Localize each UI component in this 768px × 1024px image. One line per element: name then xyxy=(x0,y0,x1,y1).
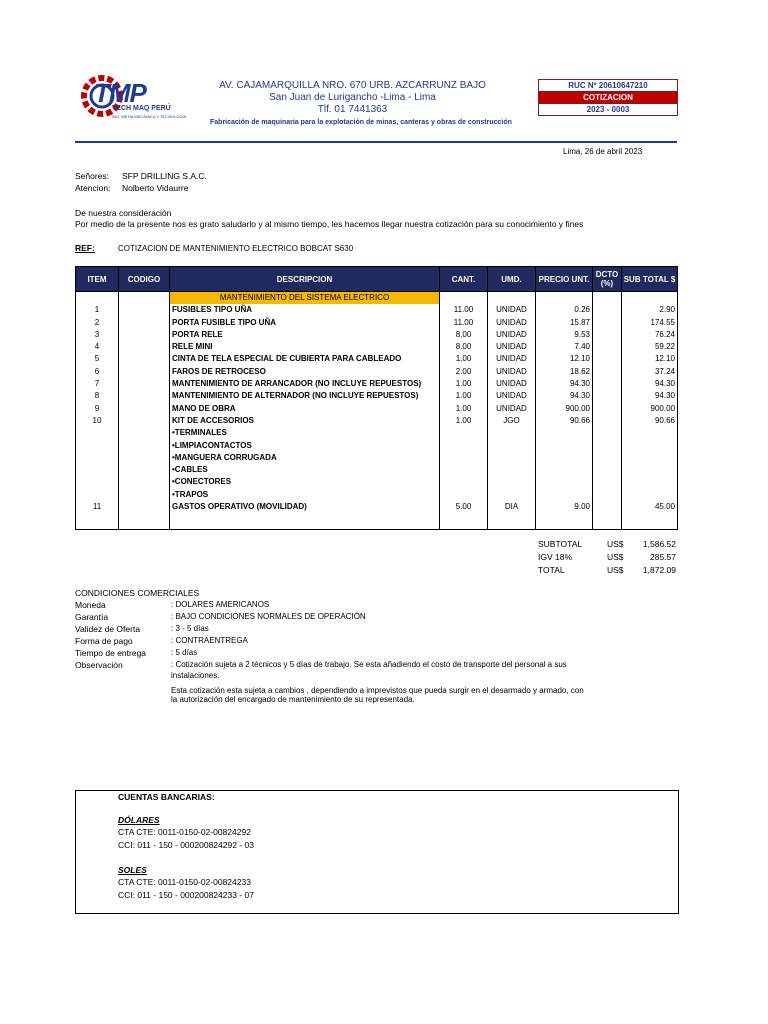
cell-umd: UNIDAD xyxy=(488,341,536,353)
total-label: IGV 18% xyxy=(538,552,573,562)
cell-dcto xyxy=(593,366,622,378)
cell-desc: RELE MINI xyxy=(170,341,440,353)
cell-subtotal: 900.00 xyxy=(622,403,678,415)
table-row xyxy=(76,476,678,488)
cell-dcto xyxy=(593,403,622,415)
cell-item xyxy=(76,452,119,464)
cell-desc: MANTENIMIENTO DE ARRANCADOR (NO INCLUYE REPUESTOS) xyxy=(170,378,440,390)
cell-desc: •TERMINALES xyxy=(170,427,440,439)
condition-value: : CONTRAENTREGA xyxy=(171,636,248,645)
cell-codigo xyxy=(119,378,170,390)
cell-cant: 8.00 xyxy=(440,329,488,341)
table-row xyxy=(76,464,678,476)
cell-precio xyxy=(536,440,593,452)
cell-subtotal xyxy=(622,427,678,439)
address-line-1: AV. CAJAMARQUILLA NRO. 670 URB. AZCARRUNZ BAJO xyxy=(219,80,486,91)
cell-umd: DIA xyxy=(488,501,536,530)
cell-desc: PORTA RELE xyxy=(170,329,440,341)
total-label: TOTAL xyxy=(538,565,565,575)
intro-line-1: De nuestra consideración xyxy=(75,208,172,218)
cell-umd xyxy=(488,427,536,439)
address-line-2: San Juan de Lurigancho -Lima - Lima xyxy=(269,92,436,103)
total-currency: US$ xyxy=(607,539,624,549)
cell-precio xyxy=(536,427,593,439)
cell-dcto xyxy=(593,489,622,501)
cell-cant: 8.00 xyxy=(440,341,488,353)
cell-dcto xyxy=(593,464,622,476)
cell-subtotal xyxy=(622,452,678,464)
cell-desc: •CONECTORES xyxy=(170,476,440,488)
cell-umd: JGO xyxy=(488,415,536,427)
table-cell xyxy=(536,292,593,305)
bank-soles-cta: CTA CTE: 0011-0150-02-00824233 xyxy=(118,877,251,887)
cell-desc: KIT DE ACCESORIOS xyxy=(170,415,440,427)
doc-number: 2023 - 0003 xyxy=(539,103,677,115)
cell-subtotal: 12.10 xyxy=(622,353,678,365)
note-line-2: la autorización del encargado de mantenimiento de su representada. xyxy=(171,695,415,704)
cell-subtotal: 2.90 xyxy=(622,304,678,316)
cell-dcto xyxy=(593,329,622,341)
logo-subtext: ING. METALMECÁNICA Y TECNOLOGÍA xyxy=(112,114,187,119)
table-row xyxy=(76,304,678,316)
cell-precio: 900.00 xyxy=(536,403,593,415)
cell-desc: PORTA FUSIBLE TIPO UÑA xyxy=(170,317,440,329)
cell-umd: UNIDAD xyxy=(488,329,536,341)
table-cell xyxy=(76,292,119,305)
cell-codigo xyxy=(119,489,170,501)
cell-precio: 15.87 xyxy=(536,317,593,329)
total-value: 1,586.52 xyxy=(642,539,676,549)
cell-umd xyxy=(488,452,536,464)
condition-value: : BAJO CONDICIONES NORMALES DE OPERACIÓN xyxy=(171,612,366,621)
cell-dcto xyxy=(593,476,622,488)
cell-subtotal: 59.22 xyxy=(622,341,678,353)
table-row xyxy=(76,489,678,501)
cell-umd: UNIDAD xyxy=(488,403,536,415)
cell-dcto xyxy=(593,317,622,329)
cell-desc: CINTA DE TELA ESPECIAL DE CUBIERTA PARA CABLEADO xyxy=(170,353,440,365)
condition-label: Moneda xyxy=(75,600,106,610)
table-cell xyxy=(488,292,536,305)
table-row xyxy=(76,501,678,530)
total-value: 1,872.09 xyxy=(642,565,676,575)
note-line-1: Esta cotización esta sujeta a cambios , dependiendo a imprevistos que pueda surgir en el desarmado y armado, con xyxy=(171,686,584,695)
cell-cant: 1.00 xyxy=(440,378,488,390)
cell-precio: 12.10 xyxy=(536,353,593,365)
total-currency: US$ xyxy=(607,552,624,562)
cell-umd xyxy=(488,464,536,476)
cell-cant xyxy=(440,489,488,501)
cell-desc: GASTOS OPERATIVO (MOVILIDAD) xyxy=(170,501,440,530)
cell-codigo xyxy=(119,452,170,464)
cell-cant: 11.00 xyxy=(440,304,488,316)
cell-codigo xyxy=(119,403,170,415)
logo-name: TMP xyxy=(94,78,146,108)
bank-soles-cci: CCI: 011 - 150 - 000200824233 - 07 xyxy=(118,890,254,900)
company-address xyxy=(200,80,505,116)
ruc-number: RUC Nº 20610647210 xyxy=(568,81,648,90)
cell-item xyxy=(76,476,119,488)
cell-precio: 9.00 xyxy=(536,501,593,530)
cell-umd: UNIDAD xyxy=(488,317,536,329)
document-date: Lima, 26 de abril 2023 xyxy=(563,147,643,156)
table-row xyxy=(76,341,678,353)
table-row xyxy=(76,403,678,415)
cell-item: 7 xyxy=(76,378,119,390)
cell-cant: 2.00 xyxy=(440,366,488,378)
table-row xyxy=(76,378,678,390)
cell-desc: FAROS DE RETROCESO xyxy=(170,366,440,378)
cell-item: 5 xyxy=(76,353,119,365)
cell-desc: •MANGUERA CORRUGADA xyxy=(170,452,440,464)
cell-dcto xyxy=(593,452,622,464)
cell-desc: •LIMPIACONTACTOS xyxy=(170,440,440,452)
cell-item xyxy=(76,489,119,501)
condition-value: : 5 días xyxy=(171,648,198,657)
cell-item: 1 xyxy=(76,304,119,316)
cell-codigo xyxy=(119,415,170,427)
cell-codigo xyxy=(119,476,170,488)
cell-codigo xyxy=(119,440,170,452)
ref-value: COTIZACION DE MANTENIMIENTO ELECTRICO BOBCAT S630 xyxy=(118,244,354,253)
cell-subtotal: 94.30 xyxy=(622,378,678,390)
cell-precio xyxy=(536,452,593,464)
cell-precio: 9.53 xyxy=(536,329,593,341)
table-row xyxy=(76,366,678,378)
column-header: PRECIO UNT. xyxy=(536,267,593,292)
cell-cant: 1.00 xyxy=(440,390,488,402)
cell-precio xyxy=(536,464,593,476)
cell-codigo xyxy=(119,304,170,316)
cell-codigo xyxy=(119,317,170,329)
column-header: CANT. xyxy=(440,267,488,292)
cell-dcto xyxy=(593,378,622,390)
condition-value: : 3 - 5 días xyxy=(171,624,209,633)
table-row xyxy=(76,329,678,341)
condition-label: Forma de pago xyxy=(75,636,133,646)
table-row xyxy=(76,317,678,329)
cell-desc: •TRAPOS xyxy=(170,489,440,501)
cell-umd xyxy=(488,476,536,488)
logo-text: TECH MAQ PERÚ xyxy=(112,105,171,112)
cell-item: 11 xyxy=(76,501,119,530)
table-cell xyxy=(622,292,678,305)
cell-dcto xyxy=(593,440,622,452)
cell-precio: 94.30 xyxy=(536,378,593,390)
cell-item: 2 xyxy=(76,317,119,329)
cell-umd: UNIDAD xyxy=(488,304,536,316)
cell-subtotal: 37.24 xyxy=(622,366,678,378)
cell-item: 6 xyxy=(76,366,119,378)
company-logo xyxy=(78,72,190,122)
cell-subtotal xyxy=(622,464,678,476)
cell-dcto xyxy=(593,427,622,439)
cell-umd: UNIDAD xyxy=(488,353,536,365)
cell-subtotal xyxy=(622,476,678,488)
cell-umd: UNIDAD xyxy=(488,390,536,402)
cell-cant xyxy=(440,440,488,452)
cell-cant: 1.00 xyxy=(440,403,488,415)
total-value: 285.57 xyxy=(650,552,676,562)
cell-precio: 94.30 xyxy=(536,390,593,402)
senores-value: SFP DRILLING S.A.C. xyxy=(122,171,207,181)
conditions-title: CONDICIONES COMERCIALES xyxy=(75,588,200,598)
column-header: DESCRIPCION xyxy=(170,267,440,292)
cell-subtotal xyxy=(622,440,678,452)
condition-value: : DOLARES AMERICANOS xyxy=(171,600,270,609)
table-cell xyxy=(593,292,622,305)
bank-dolares-cci: CCI: 011 - 150 - 000200824292 - 03 xyxy=(118,840,254,850)
cell-cant xyxy=(440,452,488,464)
cell-subtotal xyxy=(622,489,678,501)
ruc-box xyxy=(538,79,678,116)
cell-dcto xyxy=(593,415,622,427)
cell-cant: 1.00 xyxy=(440,415,488,427)
cell-codigo xyxy=(119,427,170,439)
cell-precio xyxy=(536,476,593,488)
total-label: SUBTOTAL xyxy=(538,539,583,549)
cell-item xyxy=(76,464,119,476)
company-tagline: Fabricación de maquinaria para la explotación de minas, canteras y obras de construcción xyxy=(210,119,512,126)
column-header: UMD. xyxy=(488,267,536,292)
cell-precio: 7.40 xyxy=(536,341,593,353)
company-phone: Tlf. 01 7441363 xyxy=(317,104,388,115)
column-header: ITEM xyxy=(76,267,119,292)
cell-item: 8 xyxy=(76,390,119,402)
cell-item xyxy=(76,440,119,452)
column-header: CODIGO xyxy=(119,267,170,292)
cell-subtotal: 90.66 xyxy=(622,415,678,427)
table-row xyxy=(76,427,678,439)
atencion-label: Atencion: xyxy=(75,183,111,193)
cell-cant: 11.00 xyxy=(440,317,488,329)
section-row xyxy=(76,292,678,305)
intro-line-2: Por medio de la presente nos es grato saludarlo y al mismo tiempo, les hacemos llegar nuestra cotización para su conocimiento y fines xyxy=(75,219,584,229)
cell-item: 3 xyxy=(76,329,119,341)
cell-cant xyxy=(440,427,488,439)
cell-cant xyxy=(440,476,488,488)
cell-item xyxy=(76,427,119,439)
table-row xyxy=(76,415,678,427)
table-cell xyxy=(440,292,488,305)
bank-dolares-cta: CTA CTE: 0011-0150-02-00824292 xyxy=(118,827,251,837)
cell-umd: UNIDAD xyxy=(488,366,536,378)
condition-label: Observación xyxy=(75,660,123,670)
ref-label: REF: xyxy=(75,243,95,253)
cell-dcto xyxy=(593,341,622,353)
cell-umd: UNIDAD xyxy=(488,378,536,390)
cell-precio: 90.66 xyxy=(536,415,593,427)
cell-umd xyxy=(488,440,536,452)
atencion-value: Nolberto Vidaurre xyxy=(122,183,189,193)
cell-desc: •CABLES xyxy=(170,464,440,476)
table-row xyxy=(76,353,678,365)
cell-item: 10 xyxy=(76,415,119,427)
cell-item: 9 xyxy=(76,403,119,415)
cell-codigo xyxy=(119,501,170,530)
senores-label: Señores: xyxy=(75,171,110,181)
cell-dcto xyxy=(593,390,622,402)
bank-soles-label: SOLES xyxy=(118,865,147,875)
cell-cant: 5.00 xyxy=(440,501,488,530)
table-cell xyxy=(119,292,170,305)
section-title: MANTENIMIENTO DEL SISTEMA ELECTRICO xyxy=(170,292,440,305)
cell-precio xyxy=(536,489,593,501)
bank-dolares-label: DÓLARES xyxy=(118,815,160,825)
cell-codigo xyxy=(119,329,170,341)
cell-codigo xyxy=(119,366,170,378)
cell-precio: 18.62 xyxy=(536,366,593,378)
bank-title: CUENTAS BANCARIAS: xyxy=(118,792,215,802)
condition-value: : Cotización sujeta a 2 técnicos y 5 días de trabajo. Se esta añadiendo el costo de transporte del personal a sus xyxy=(171,660,567,669)
cell-codigo xyxy=(119,353,170,365)
total-currency: US$ xyxy=(607,565,624,575)
condition-label: Validez de Oferta xyxy=(75,624,141,634)
table-row xyxy=(76,440,678,452)
cell-desc: MANTENIMIENTO DE ALTERNADOR (NO INCLUYE REPUESTOS) xyxy=(170,390,440,402)
doc-type: COTIZACION xyxy=(539,91,677,103)
cell-dcto xyxy=(593,353,622,365)
column-header: DCTO (%) xyxy=(593,267,622,292)
items-table xyxy=(75,266,678,530)
table-header-row xyxy=(76,267,678,292)
cell-cant: 1.00 xyxy=(440,353,488,365)
header-divider xyxy=(75,141,677,143)
cell-umd xyxy=(488,489,536,501)
cell-item: 4 xyxy=(76,341,119,353)
column-header: SUB TOTAL $ xyxy=(622,267,678,292)
cell-precio: 0.26 xyxy=(536,304,593,316)
table-row xyxy=(76,390,678,402)
condition-label: Garantía xyxy=(75,612,109,622)
cell-desc: FUSIBLES TIPO UÑA xyxy=(170,304,440,316)
cell-desc: MANO DE OBRA xyxy=(170,403,440,415)
cell-codigo xyxy=(119,390,170,402)
cell-codigo xyxy=(119,341,170,353)
observacion-line-2: instalaciones. xyxy=(171,671,220,680)
cell-subtotal: 174.55 xyxy=(622,317,678,329)
cell-dcto xyxy=(593,304,622,316)
table-row xyxy=(76,452,678,464)
condition-label: Tiempo de entrega xyxy=(75,648,147,658)
cell-subtotal: 76.24 xyxy=(622,329,678,341)
cell-subtotal: 45.00 xyxy=(622,501,678,530)
cell-cant xyxy=(440,464,488,476)
cell-codigo xyxy=(119,464,170,476)
cell-dcto xyxy=(593,501,622,530)
cell-subtotal: 94.30 xyxy=(622,390,678,402)
